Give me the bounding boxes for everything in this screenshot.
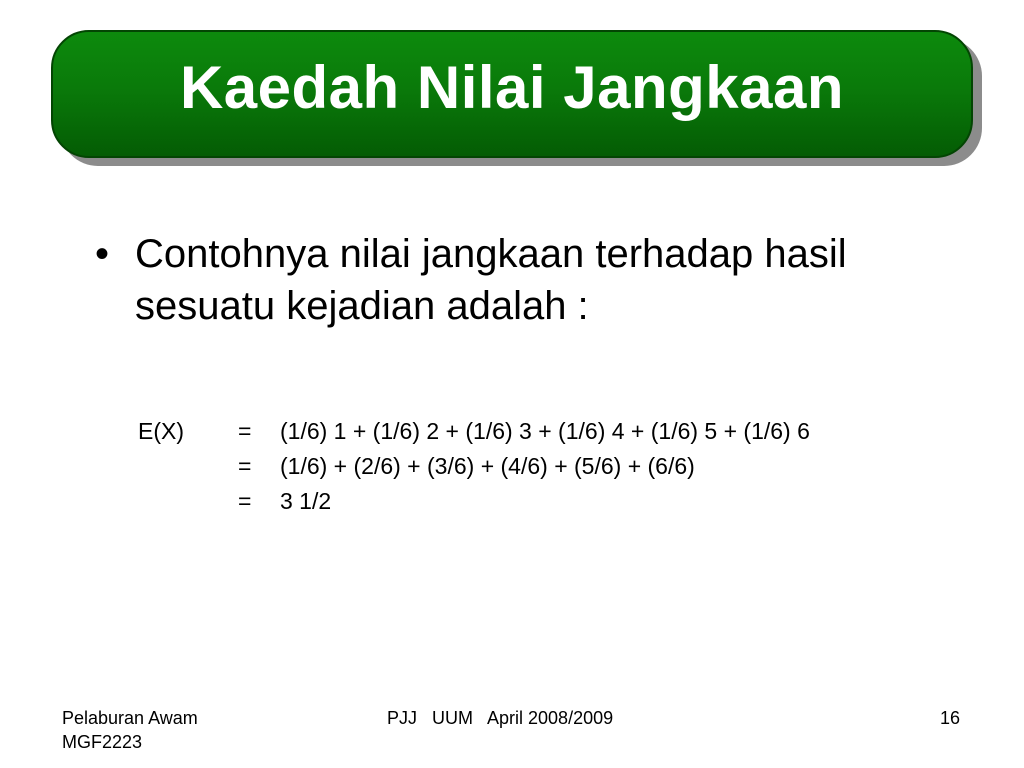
formula-equals: = bbox=[238, 488, 252, 514]
formula-equals: = bbox=[238, 453, 252, 479]
formula-equals: = bbox=[238, 418, 252, 444]
expected-value-formula bbox=[138, 414, 810, 519]
formula-label: E(X) bbox=[138, 418, 184, 444]
bullet-point bbox=[95, 228, 915, 332]
formula-expression: 3 1/2 bbox=[280, 488, 332, 514]
formula-row bbox=[138, 414, 810, 449]
formula-row bbox=[138, 449, 810, 484]
footer-page-number: 16 bbox=[940, 708, 961, 728]
formula-expression: (1/6) + (2/6) + (3/6) + (4/6) + (5/6) + (6/6) bbox=[280, 453, 695, 479]
slide-title: Kaedah Nilai Jangkaan bbox=[179, 53, 845, 121]
footer-course-name: Pelaburan Awam bbox=[62, 708, 198, 728]
footer-center-text: PJJ UUM April 2008/2009 bbox=[387, 708, 614, 728]
footer-course bbox=[62, 706, 198, 754]
formula-expression: (1/6) 1 + (1/6) 2 + (1/6) 3 + (1/6) 4 + (1/6) 5 + (1/6) 6 bbox=[280, 418, 810, 444]
bullet-marker: • bbox=[95, 232, 110, 276]
title-bar bbox=[51, 30, 973, 158]
formula-row bbox=[138, 484, 810, 519]
footer-course-code: MGF2223 bbox=[62, 732, 143, 752]
bullet-text: Contohnya nilai jangkaan terhadap hasil sesuatu kejadian adalah : bbox=[135, 232, 847, 328]
formula-label-empty bbox=[138, 484, 238, 519]
formula-label-empty bbox=[138, 449, 238, 484]
